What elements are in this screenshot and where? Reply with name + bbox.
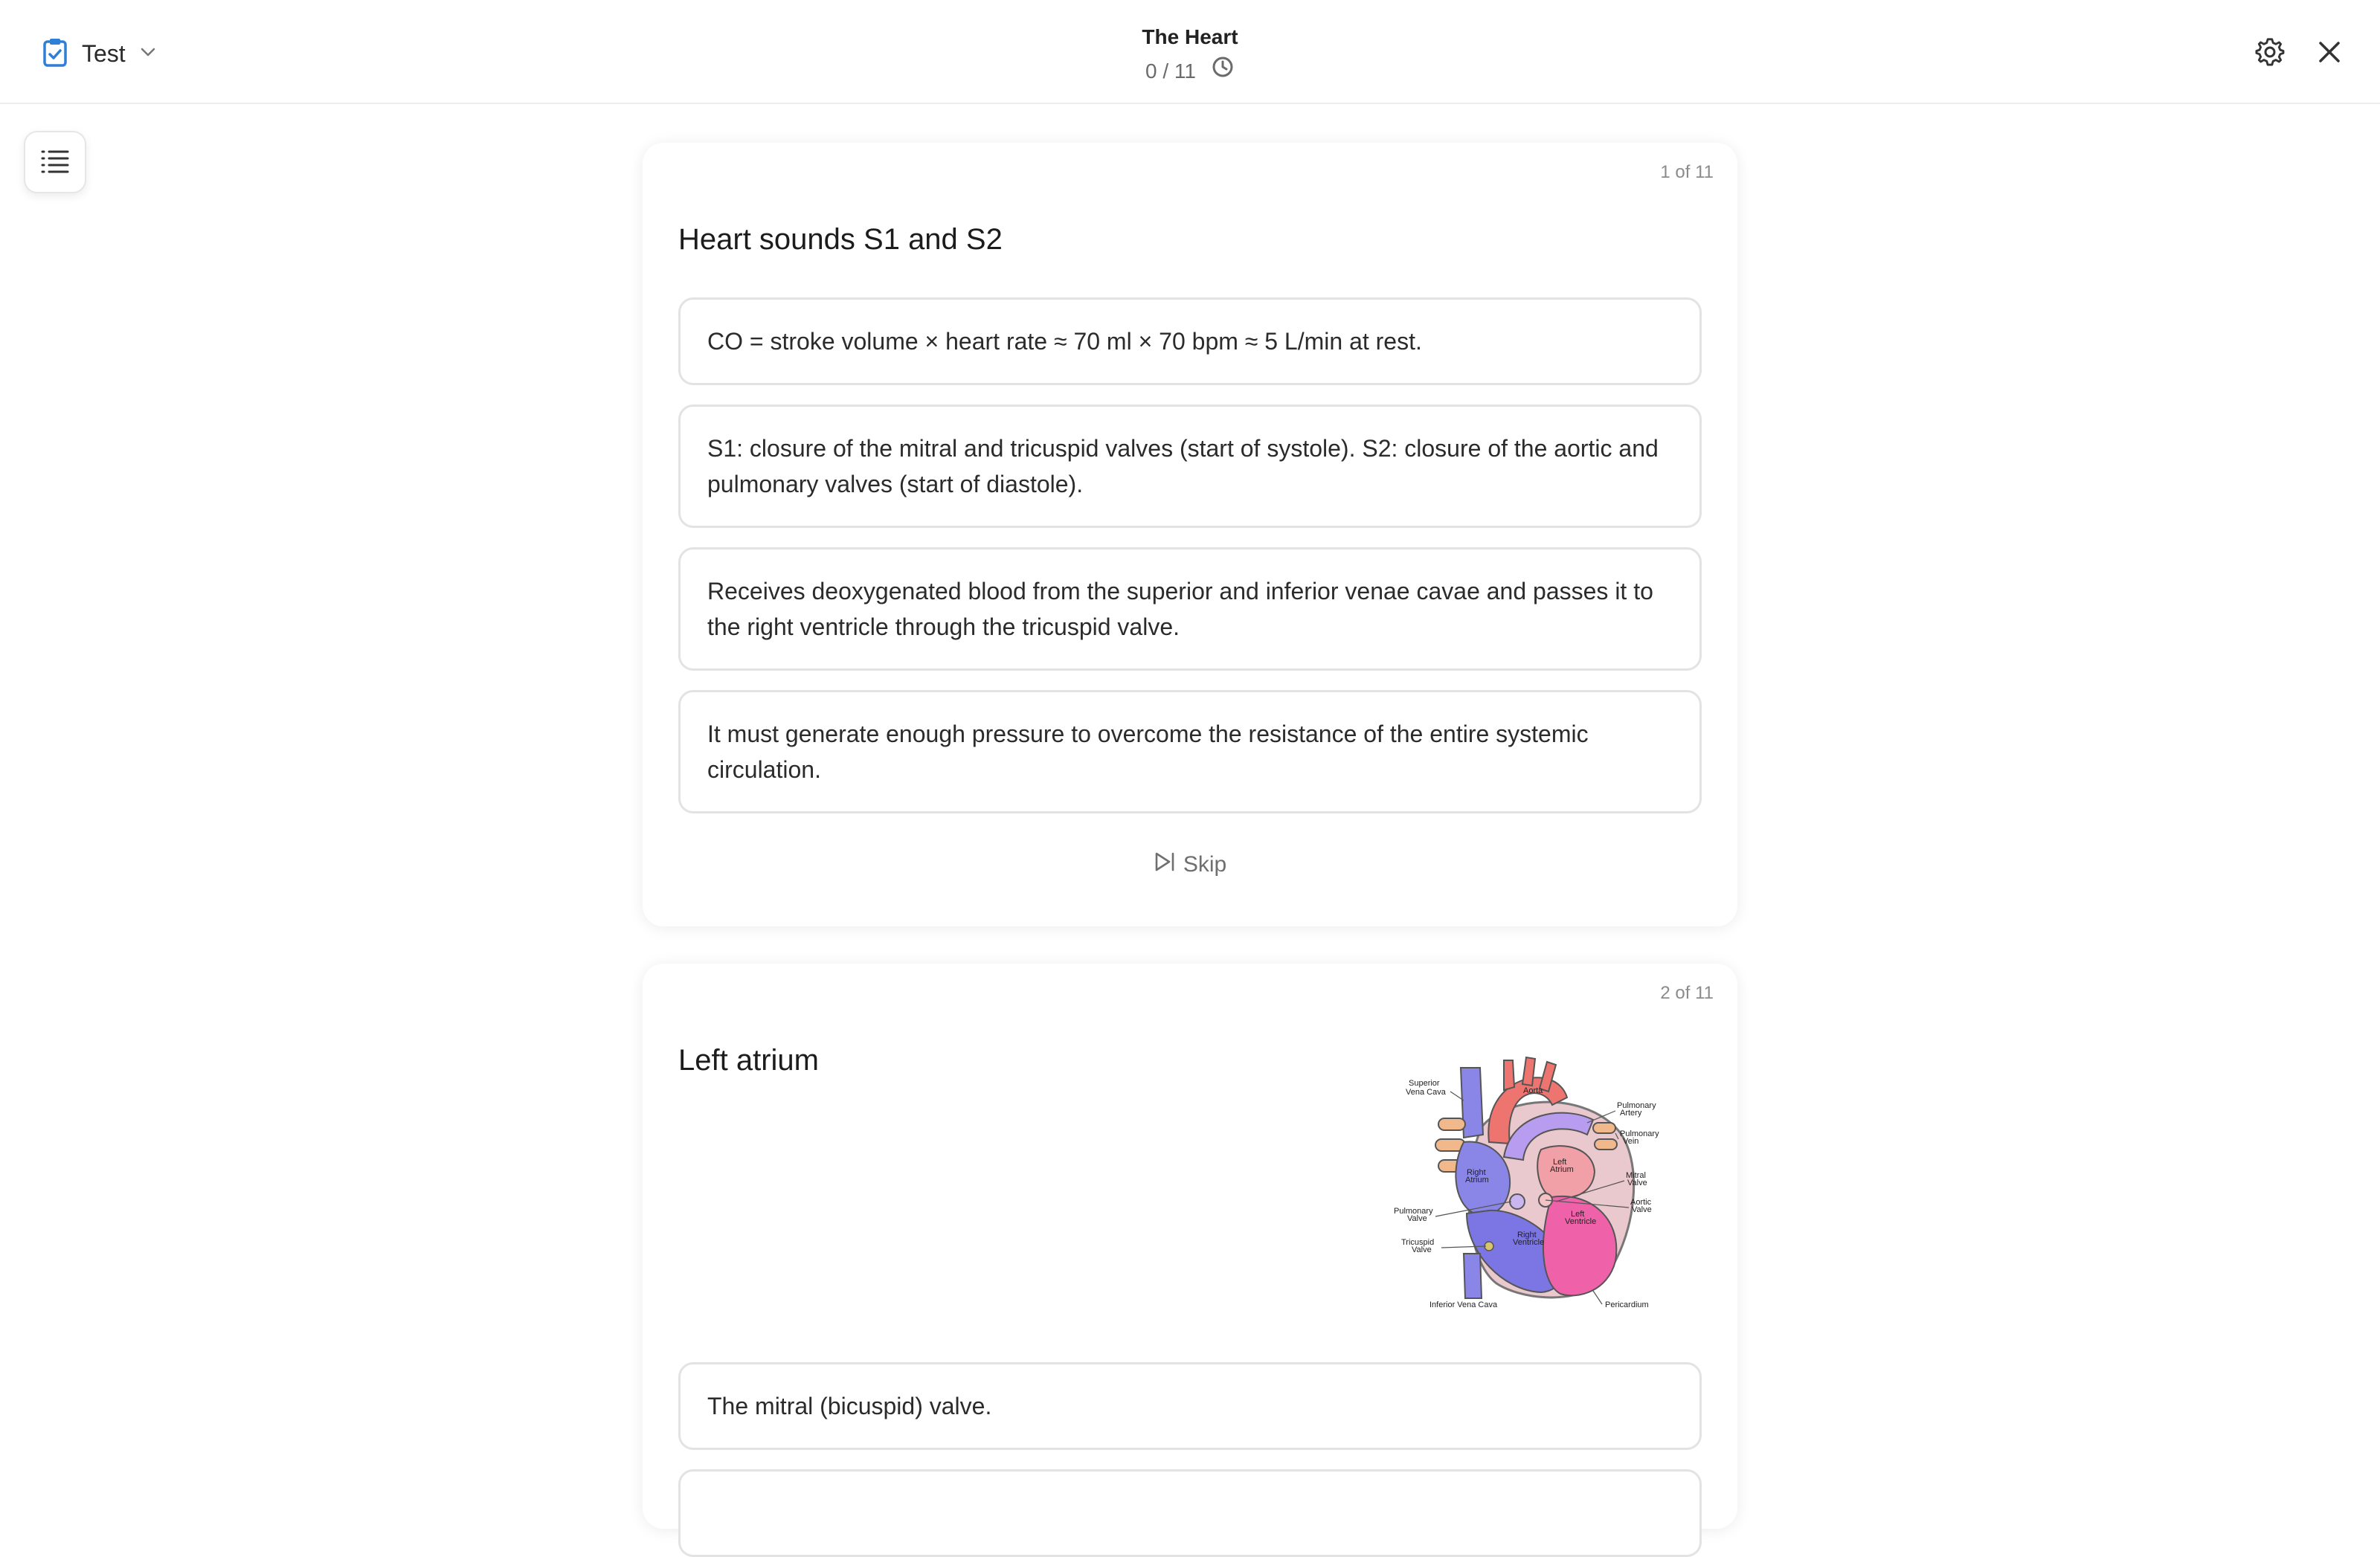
clipboard-check-icon [42, 37, 68, 71]
skip-button[interactable] [1154, 851, 1226, 879]
label-pv-2: Vein [1623, 1137, 1639, 1146]
answer-option-3[interactable]: Receives deoxygenated blood from the superior and inferior venae cavae and passes it to the right ventricle through the tricuspid valve. [678, 547, 1702, 671]
label-pv-1: Pulmonary [1620, 1129, 1659, 1138]
label-la-1: Left [1553, 1158, 1567, 1167]
question-card-2 [643, 964, 1737, 1529]
label-lv-2: Ventricle [1565, 1217, 1597, 1226]
list-icon [40, 147, 70, 178]
question-title: Heart sounds S1 and S2 [678, 223, 1003, 256]
heart-diagram [1392, 1045, 1669, 1313]
question-counter: 2 of 11 [1660, 983, 1714, 1003]
top-bar [0, 0, 2380, 104]
mode-selector[interactable] [42, 36, 157, 71]
answer-option-4[interactable]: It must generate enough pressure to overcome the resistance of the entire systemic circulation. [678, 690, 1702, 813]
chevron-down-icon [139, 43, 157, 65]
label-pericardium: Pericardium [1605, 1300, 1649, 1309]
label-pulmvalve-2: Valve [1407, 1214, 1427, 1223]
label-aortic-2: Valve [1632, 1205, 1652, 1214]
quiz-heading [892, 22, 1488, 87]
gear-icon [2255, 37, 2285, 71]
svg-text:Vena Cava [1406, 1088, 1447, 1097]
answer-option-2[interactable] [678, 1469, 1702, 1557]
mode-label: Test [82, 39, 126, 67]
label-svc-1: Superior [1409, 1079, 1440, 1088]
question-title: Left atrium [678, 1044, 819, 1077]
label-pa-2: Artery [1620, 1109, 1642, 1118]
label-pulmvalve-1: Pulmonary [1394, 1207, 1433, 1216]
label-ra-2: Atrium [1465, 1176, 1489, 1184]
label-ra-1: Right [1467, 1168, 1486, 1177]
settings-button[interactable] [2251, 34, 2289, 73]
answer-option-1[interactable]: The mitral (bicuspid) valve. [678, 1362, 1702, 1450]
label-mitral-2: Valve [1627, 1179, 1647, 1187]
label-aorta: Aorta [1523, 1086, 1543, 1095]
answer-option-1[interactable]: CO = stroke volume × heart rate ≈ 70 ml × 70 bpm ≈ 5 L/min at rest. [678, 297, 1702, 385]
label-rv-2: Ventricle [1513, 1238, 1545, 1247]
svg-text:Superior [1409, 1079, 1440, 1088]
label-mitral-1: Mitral [1626, 1171, 1646, 1180]
question-counter: 1 of 11 [1660, 162, 1714, 182]
label-lv-1: Left [1571, 1210, 1585, 1219]
label-pa-1: Pulmonary [1617, 1101, 1656, 1110]
close-icon [2317, 39, 2342, 68]
skip-label: Skip [1183, 852, 1227, 877]
close-button[interactable] [2310, 34, 2349, 73]
quiz-title: The Heart [1142, 25, 1238, 48]
skip-row [643, 851, 1737, 879]
label-svc-2: Vena Cava [1406, 1088, 1446, 1097]
answer-option-2[interactable]: S1: closure of the mitral and tricuspid valves (start of systole). S2: closure of the aortic and pulmonary valves (start of diastole). [678, 404, 1702, 528]
progress-row [892, 55, 1488, 87]
label-ivc: Inferior Vena Cava [1429, 1300, 1498, 1309]
outline-toggle-button[interactable] [24, 131, 86, 193]
label-rv-1: Right [1517, 1231, 1537, 1240]
skip-icon [1154, 851, 1176, 879]
label-aortic-1: Aortic [1630, 1198, 1652, 1207]
label-tricuspid-2: Valve [1412, 1245, 1432, 1254]
clock-icon[interactable] [1211, 55, 1235, 87]
label-tricuspid-1: Tricuspid [1401, 1238, 1435, 1247]
progress-count: 0 / 11 [1145, 59, 1196, 83]
label-la-2: Atrium [1550, 1165, 1574, 1174]
question-card-1 [643, 143, 1737, 926]
